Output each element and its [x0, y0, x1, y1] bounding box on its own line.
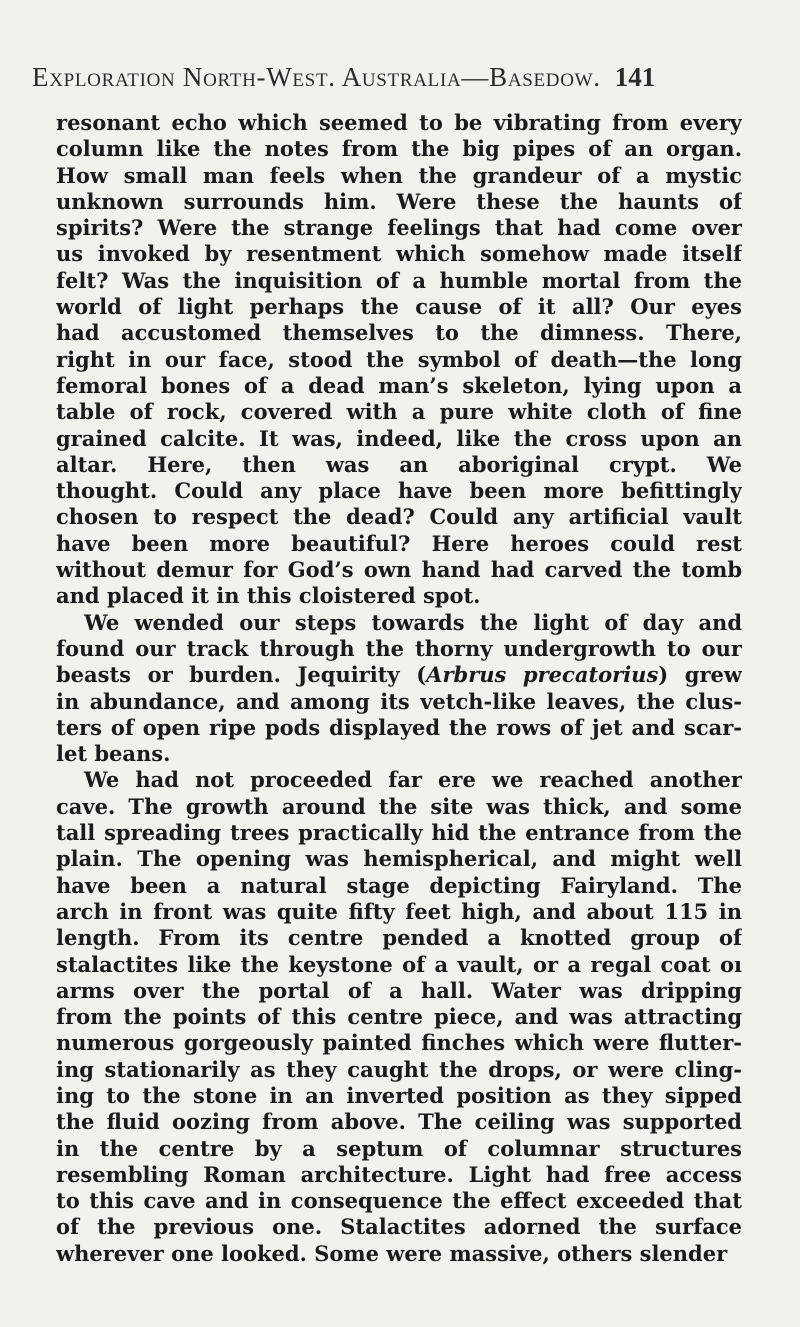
text-line: cave. The growth around the site was thick, and some — [56, 793, 742, 819]
text-line: ing stationarily as they caught the drops, or were cling- — [56, 1056, 742, 1082]
paragraph-2 — [56, 610, 742, 768]
text-line: arms over the portal of a hall. Water was dripping — [56, 977, 742, 1003]
text-line: resembling Roman architecture. Light had free access — [56, 1161, 742, 1187]
text-line: altar. Here, then was an aboriginal crypt. We — [56, 451, 742, 477]
text-line: arch in front was quite fifty feet high, and about 115 in — [56, 898, 742, 924]
scientific-name: Arbrus precatorius — [426, 662, 659, 688]
text-line: in abundance, and among its vetch-like leaves, the clus- — [56, 688, 742, 714]
text-line: plain. The opening was hemispherical, and might well — [56, 846, 742, 872]
page-body — [56, 110, 742, 1267]
running-header — [32, 62, 748, 102]
text-line: thought. Could any place have been more befittingly — [56, 478, 742, 504]
text-line: tall spreading trees practically hid the entrance from the — [56, 820, 742, 846]
text-line: without demur for God’s own hand had carved the tomb — [56, 557, 742, 583]
paragraph-1 — [56, 110, 742, 610]
text-line: resonant echo which seemed to be vibrating from every — [56, 110, 742, 135]
text-line: wherever one looked. Some were massive, others slender — [56, 1240, 728, 1266]
text-line: the fluid oozing from above. The ceiling was supported — [56, 1109, 742, 1135]
text-line: ing to the stone in an inverted position as they sipped — [56, 1082, 742, 1108]
text-line: had accustomed themselves to the dimness. There, — [56, 320, 742, 346]
text-line: spirits? Were the strange feelings that had come over — [56, 215, 742, 241]
text-line: chosen to respect the dead? Could any artificial vault — [56, 504, 742, 530]
text-line: numerous gorgeously painted finches which were flutter- — [56, 1030, 742, 1056]
text-line: have been a natural stage depicting Fairyland. The — [56, 872, 742, 898]
text-line: felt? Was the inquisition of a humble mortal from the — [56, 267, 742, 293]
text-line: length. From its centre pended a knotted group of — [56, 925, 742, 951]
text-line: right in our face, stood the symbol of death—the long — [56, 346, 742, 372]
text-line: beasts or burden. Jequirity (Arbrus precatorius) grew — [56, 662, 742, 688]
text-line: table of rock, covered with a pure white cloth of fine — [56, 399, 742, 425]
text-line: How small man feels when the grandeur of a mystic — [56, 162, 742, 188]
running-title: Exploration North-West. Australia—Basedow. — [32, 62, 601, 92]
text-line: unknown surrounds him. Were these the haunts of — [56, 188, 742, 214]
text-line: let beans. — [56, 741, 171, 767]
text-line: grained calcite. It was, indeed, like the cross upon an — [56, 425, 742, 451]
paragraph-3 — [56, 767, 742, 1267]
text-line: to this cave and in consequence the effect exceeded that — [56, 1188, 742, 1214]
text-line: world of light perhaps the cause of it all? Our eyes — [56, 294, 742, 320]
text-line: ters of open ripe pods displayed the rows of jet and scar- — [56, 714, 742, 740]
text-line: in the centre by a septum of columnar structures — [56, 1135, 742, 1161]
text-line: femoral bones of a dead man’s skeleton, lying upon a — [56, 372, 742, 398]
text-line: us invoked by resentment which somehow made itself — [56, 241, 742, 267]
text-line: We had not proceeded far ere we reached another — [84, 767, 742, 793]
text-line: stalactites like the keystone of a vault, or a regal coat oı — [56, 951, 742, 977]
text-line: of the previous one. Stalactites adorned the surface — [56, 1214, 742, 1240]
page-number: 141 — [614, 62, 656, 92]
text-line: We wended our steps towards the light of day and — [84, 609, 742, 635]
text-line: have been more beautiful? Here heroes could rest — [56, 530, 742, 556]
text-line: from the points of this centre piece, and was attracting — [56, 1004, 742, 1030]
text-line: found our track through the thorny undergrowth to our — [56, 635, 742, 661]
text-line: and placed it in this cloistered spot. — [56, 583, 481, 609]
text-line: column like the notes from the big pipes of an organ. — [56, 136, 742, 162]
